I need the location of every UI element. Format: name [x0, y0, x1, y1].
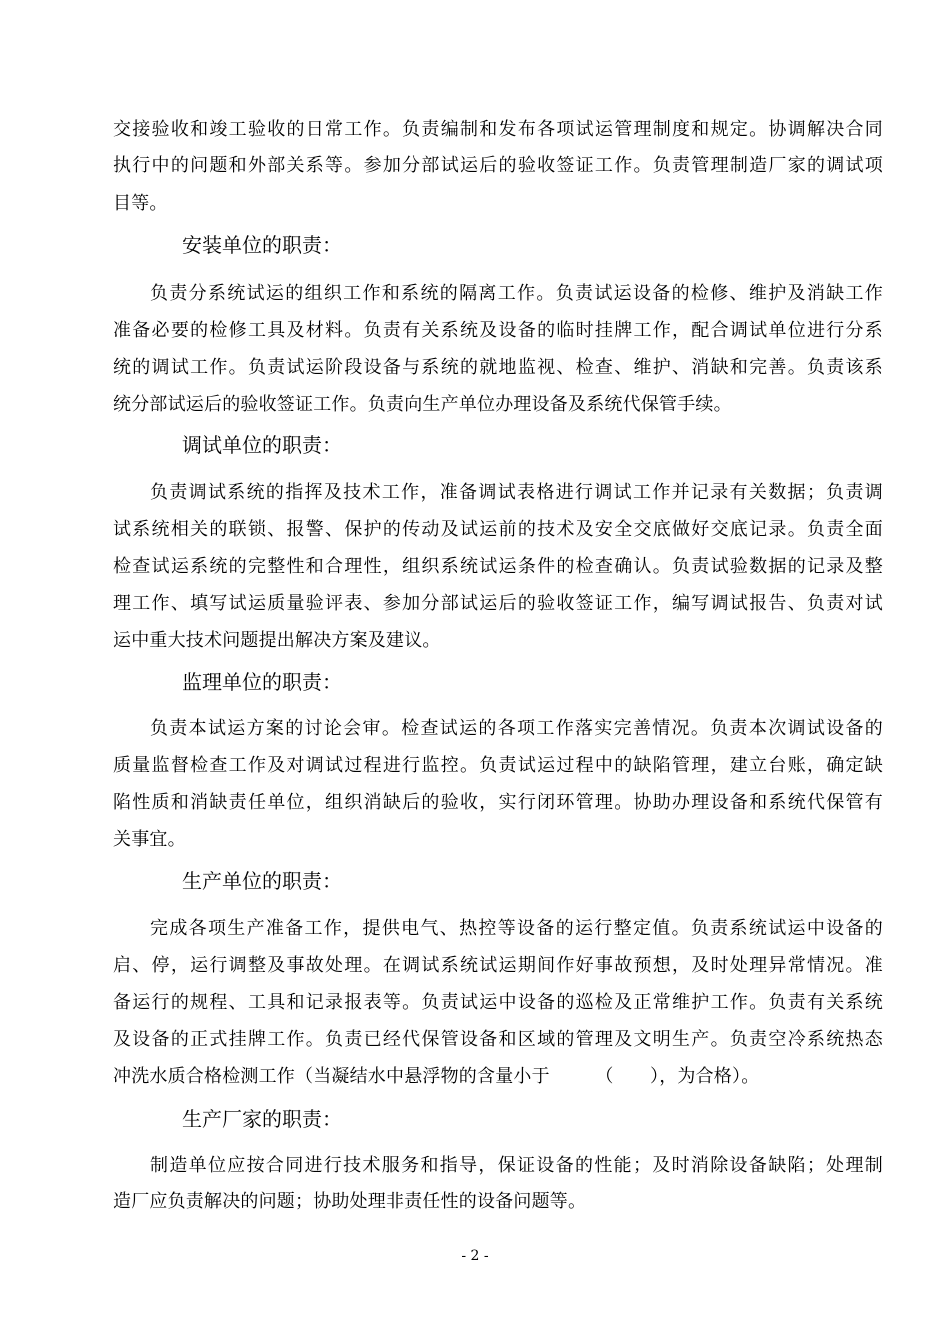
paragraph-line: 关事宜。: [113, 829, 186, 850]
paragraph-line: 陷性质和消缺责任单位，组织消缺后的验收，实行闭环管理。协助办理设备和系统代保管有: [113, 792, 883, 813]
paragraph-line: 完成各项生产准备工作，提供电气、热控等设备的运行整定值。负责系统试运中设备的: [150, 918, 883, 939]
paragraph-line: 及设备的正式挂牌工作。负责已经代保管设备和区域的管理及文明生产。负责空冷系统热态: [113, 1029, 883, 1050]
paragraph-line: 启、停，运行调整及事故处理。在调试系统试运期间作好事故预想，及时处理异常情况。准: [113, 955, 883, 976]
section-heading: 监理单位的职责：: [182, 670, 342, 694]
section-heading: 安装单位的职责：: [182, 233, 342, 257]
page-number: - 2 -: [461, 1248, 489, 1264]
paragraph-line: 检查试运系统的完整性和合理性，组织系统试运条件的检查确认。负责试验数据的记录及整: [113, 556, 883, 577]
paragraph-line: 统的调试工作。负责试运阶段设备与系统的就地监视、检查、维护、消缺和完善。负责该系: [113, 357, 883, 378]
paragraph-line: 统分部试运后的验收签证工作。负责向生产单位办理设备及系统代保管手续。: [113, 394, 732, 415]
paragraph-line: 执行中的问题和外部关系等。参加分部试运后的验收签证工作。负责管理制造厂家的调试项: [113, 155, 883, 176]
paragraph-line: 制造单位应按合同进行技术服务和指导，保证设备的性能；及时消除设备缺陷；处理制: [150, 1155, 883, 1176]
paragraph-line: 试系统相关的联锁、报警、保护的传动及试运前的技术及安全交底做好交底记录。负责全面: [113, 519, 883, 540]
paragraph-line: 备运行的规程、工具和记录报表等。负责试运中设备的巡检及正常维护工作。负责有关系统: [113, 992, 883, 1013]
paragraph-line: 冲洗水质合格检测工作（当凝结水中悬浮物的含量小于 （ ），为合格）。: [113, 1066, 760, 1087]
paragraph-line: 质量监督检查工作及对调试过程进行监控。负责试运过程中的缺陷管理，建立台账，确定缺: [113, 755, 883, 776]
section-heading: 生产单位的职责：: [182, 869, 342, 893]
section-heading: 调试单位的职责：: [182, 433, 342, 457]
paragraph-line: 目等。: [113, 193, 168, 214]
paragraph-line: 理工作、填写试运质量验评表、参加分部试运后的验收签证工作，编写调试报告、负责对试: [113, 593, 883, 614]
paragraph-line: 负责分系统试运的组织工作和系统的隔离工作。负责试运设备的检修、维护及消缺工作: [150, 283, 883, 304]
paragraph-line: 造厂应负责解决的问题；协助处理非责任性的设备问题等。: [113, 1191, 587, 1212]
section-heading: 生产厂家的职责：: [182, 1107, 342, 1131]
paragraph-line: 负责调试系统的指挥及技术工作，准备调试表格进行调试工作并记录有关数据；负责调: [150, 482, 883, 503]
paragraph-line: 交接验收和竣工验收的日常工作。负责编制和发布各项试运管理制度和规定。协调解决合同: [113, 119, 883, 140]
paragraph-line: 运中重大技术问题提出解决方案及建议。: [113, 630, 441, 651]
paragraph-line: 准备必要的检修工具及材料。负责有关系统及设备的临时挂牌工作，配合调试单位进行分系: [113, 320, 883, 341]
paragraph-line: 负责本试运方案的讨论会审。检查试运的各项工作落实完善情况。负责本次调试设备的: [150, 718, 883, 739]
